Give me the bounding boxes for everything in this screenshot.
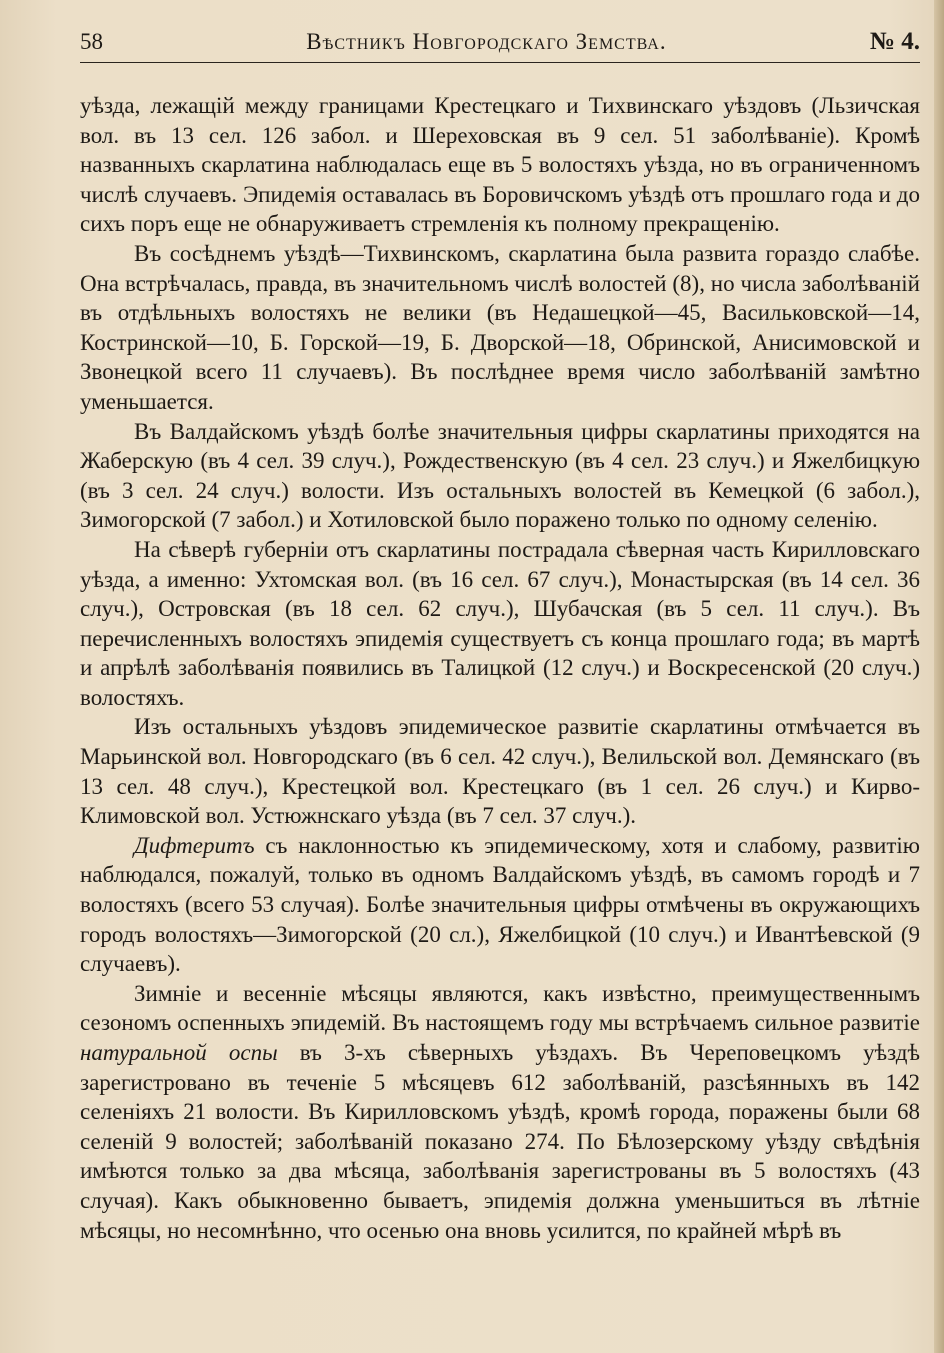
paragraph-1-text: уѣзда, лежащій между границами Крестецкаго и Тихвинскаго уѣздовъ (Льзичская вол. въ 13 сел. 126 забол. и Шереховская въ 9 сел. 51 заболѣваніе). Кромѣ названныхъ скарлатина наблюдалась еще въ 5 волостяхъ уѣзда, но въ ограниченномъ числѣ случаевъ. Эпидемія оставалась въ Боровичскомъ уѣздѣ отъ прошлаго года и до сихъ поръ еще не обнаруживаетъ стремленія къ полному прекращенію.: [80, 93, 920, 237]
paragraph-2-text: Въ сосѣднемъ уѣздѣ—Тихвинскомъ, скарлатина была развита гораздо слабѣе. Она встрѣчалась, правда, въ значительномъ числѣ волостей (8), но числа заболѣваній въ отдѣльныхъ волостяхъ не велики (въ Недашецкой—45, Васильковской—14, Костринской—10, Б. Горской—19, Б. Дворской—18, Обринской, Анисимовской и Звонецкой всего 11 случаевъ). Въ послѣднее время число заболѣваній замѣтно уменьшается.: [80, 240, 920, 414]
paragraph-7-text-a: Зимніе и весенніе мѣсяцы являются, какъ извѣстно, преимущественнымъ сезономъ оспенныхъ эпидемій. Въ настоящемъ году мы встрѣчаемъ сильное развитіе: [80, 980, 920, 1036]
paragraph-4: [80, 535, 920, 713]
paragraph-6: [80, 831, 920, 979]
paragraph-1: [80, 91, 920, 239]
page-number: 58: [80, 29, 103, 54]
paragraph-2: [80, 239, 920, 417]
paragraph-3-text: Въ Валдайскомъ уѣздѣ болѣе значительныя цифры скарлатины приходятся на Жаберскую (въ 4 сел. 39 случ.), Рождественскую (въ 4 сел. 23 случ.) и Яжелбицкую (въ 3 сел. 24 случ.) волости. Изъ остальныхъ волостей въ Кемецкой (6 забол.), Зимогорской (7 забол.) и Хотиловской было поражено только по одному селенію.: [80, 418, 920, 533]
diphtheria-term: Дифтеритъ: [134, 832, 255, 858]
journal-title: Вѣстникъ Новгородскаго Земства.: [306, 29, 667, 54]
issue-number: № 4.: [869, 28, 920, 55]
paragraph-7: [80, 979, 920, 1245]
running-header: [80, 26, 920, 63]
paragraph-5-text: Изъ остальныхъ уѣздовъ эпидемическое развитіе скарлатины отмѣчается въ Марьинской вол. Новгородскаго (въ 6 сел. 42 случ.), Велильской вол. Демянскаго (въ 13 сел. 48 случ.), Крестецкой вол. Крестецкаго (въ 1 сел. 26 случ.) и Кирво-Климовской вол. Устюжнскаго уѣзда (въ 7 сел. 37 случ.).: [80, 714, 920, 829]
article-body: [80, 91, 920, 1245]
paragraph-5: [80, 712, 920, 830]
paragraph-6-text: съ наклонностью къ эпидемическому, хотя и слабому, развитію наблюдался, пожалуй, только въ одномъ Валдайскомъ уѣздѣ, въ самомъ городѣ и 7 волостяхъ (всего 53 случая). Болѣе значительныя цифры отмѣчены въ окружающихъ городъ волостяхъ—Зимогорской (20 сл.), Яжелбицкой (10 случ.) и Ивантѣевской (9 случаевъ).: [80, 832, 920, 977]
paragraph-4-text: На сѣверѣ губерніи отъ скарлатины пострадала сѣверная часть Кирилловскаго уѣзда, а именно: Ухтомская вол. (въ 16 сел. 67 случ.), Монастырская (въ 14 сел. 36 случ.), Островская (въ 18 сел. 62 случ.), Шубачская (въ 5 сел. 11 случ.). Въ перечисленныхъ волостяхъ эпидемія существуетъ съ конца прошлаго года; въ мартѣ и апрѣлѣ заболѣванія появились въ Талицкой (12 случ.) и Воскресенской (20 случ.) волостяхъ.: [80, 536, 920, 710]
page-spine-edge: [934, 0, 944, 1353]
paragraph-7-text-b: въ 3-хъ сѣверныхъ уѣздахъ. Въ Череповецкомъ уѣздѣ зарегистровано въ теченіе 5 мѣсяцевъ 612 заболѣваній, разсѣянныхъ въ 142 селеніяхъ 21 волости. Въ Кирилловскомъ уѣздѣ, кромѣ города, поражены были 68 селеній 9 волостей; заболѣваній показано 274. По Бѣлозерскому уѣзду свѣдѣнія имѣются только за два мѣсяца, заболѣванія зарегистрованы въ 5 волостяхъ (43 случая). Какъ обыкновенно бываетъ, эпидемія должна уменьшиться въ лѣтніе мѣсяцы, но несомнѣнно, что осенью она вновь усилится, по крайней мѣрѣ въ: [80, 1040, 920, 1243]
paragraph-3: [80, 417, 920, 535]
smallpox-term: натуральной оспы: [80, 1040, 278, 1065]
